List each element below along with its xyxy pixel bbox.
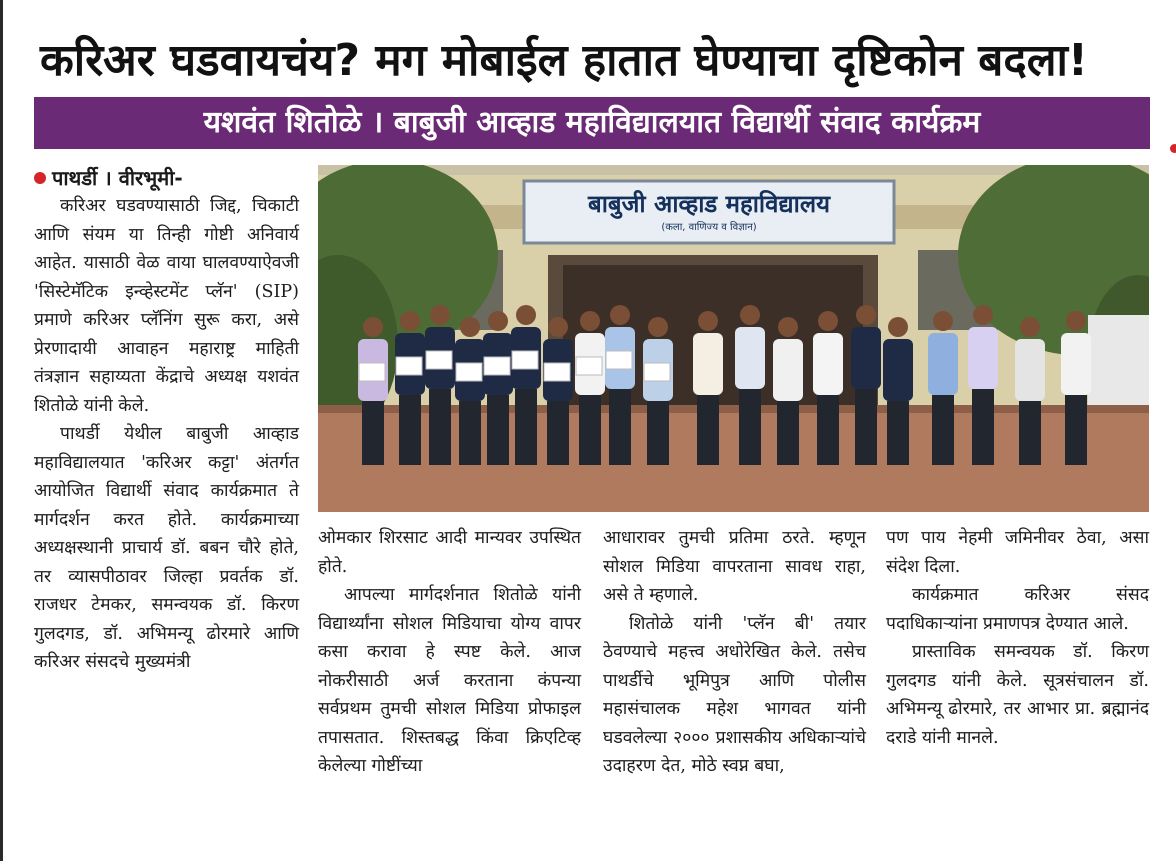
- headline: करिअर घडवायचंय? मग मोबाईल हातात घेण्याचा दृष्टिकोन बदला!: [40, 35, 1088, 86]
- person-legs: [777, 401, 799, 465]
- article-column-3: [603, 524, 866, 781]
- paragraph: प्रास्ताविक समन्वयक डॉ. किरण गुलदगड यांनी केले. सूत्रसंचालन डॉ. अभिमन्यू ढोरमारे, तर आभार प्रा. ब्रह्मानंद दराडे यांनी मानले.: [886, 642, 1149, 748]
- person-legs: [429, 389, 451, 465]
- person-head: [1066, 311, 1086, 331]
- article-column-4: [886, 524, 1149, 752]
- person-legs: [1065, 395, 1087, 465]
- person-head: [856, 305, 876, 325]
- paragraph: आधारावर तुमची प्रतिमा ठरते. म्हणून सोशल मिडिया वापरताना सावध राहा, असे ते म्हणाले.: [603, 528, 866, 605]
- page-left-border: [0, 0, 3, 861]
- person-torso: [1015, 339, 1045, 401]
- certificate: [512, 351, 538, 369]
- paragraph: शितोळे यांनी 'प्लॅन बी' तयार ठेवण्याचे महत्त्व अधोरेखित केले. तसेच पाथर्डीचे भूमिपुत्र आणि पोलीस महासंचालक महेश भागवत यांनी घडवलेल्या २००० प्रशासकीय अधिकाऱ्यांचे उदाहरण देत, मोठे स्वप्न बघा,: [603, 613, 866, 776]
- person-torso: [928, 333, 958, 395]
- certificate: [544, 363, 570, 381]
- person-head: [516, 305, 536, 325]
- person-head: [363, 317, 383, 337]
- subheadline-banner: यशवंत शितोळे । बाबुजी आव्हाड महाविद्यालयात विद्यार्थी संवाद कार्यक्रम: [34, 97, 1150, 149]
- person-torso: [883, 339, 913, 401]
- paragraph: ओमकार शिरसाट आदी मान्यवर उपस्थित होते.: [318, 528, 581, 577]
- certificate: [576, 357, 602, 375]
- person-legs: [972, 389, 994, 465]
- event-photo: [318, 165, 1149, 512]
- paragraph: करिअर घडवण्यासाठी जिद्द, चिकाटी आणि संयम या तिन्ही गोष्टी अनिवार्य आहेत. यासाठी वेळ वाया घालवण्याऐवजी 'सिस्टेमॅटिक इन्व्हेस्टमेंट प्लॅन' (SIP) प्रमाणे करिअर प्लॅनिंग सुरू करा, असे प्रेरणादायी आवाहन महाराष्ट्र माहिती तंत्रज्ञान सहाय्यता केंद्राचे अध्यक्ष यशवंत शितोळे यांनी केले.: [34, 196, 299, 416]
- person-legs: [887, 401, 909, 465]
- certificate: [396, 357, 422, 375]
- certificate: [426, 351, 452, 369]
- person-head: [698, 311, 718, 331]
- person-torso: [968, 327, 998, 389]
- person-head: [548, 317, 568, 337]
- person-legs: [609, 389, 631, 465]
- person-head: [610, 305, 630, 325]
- sign-subtitle: (कला, वाणिज्य व विज्ञान): [661, 222, 757, 233]
- person-legs: [399, 395, 421, 465]
- paragraph: कार्यक्रमात करिअर संसद पदाधिकाऱ्यांना प्रमाणपत्र देण्यात आले.: [886, 585, 1149, 634]
- person-head: [778, 317, 798, 337]
- certificate: [359, 363, 385, 381]
- person-head: [430, 305, 450, 325]
- dateline: [34, 163, 314, 193]
- person-legs: [547, 401, 569, 465]
- certificate: [456, 363, 482, 381]
- person-head: [580, 311, 600, 331]
- person-head: [888, 317, 908, 337]
- person-legs: [459, 401, 481, 465]
- certificate: [606, 351, 632, 369]
- person-torso: [851, 327, 881, 389]
- person-torso: [773, 339, 803, 401]
- paragraph: आपल्या मार्गदर्शनात शितोळे यांनी विद्यार्थ्यांना सोशल मिडियाचा योग्य वापर कसा करावा हे स्पष्ट केले. आज नोकरीसाठी अर्ज करताना कंपन्या सर्वप्रथम तुमची सोशल मिडिया प्रोफाइल तपासतात. शिस्तबद्ध किंवा क्रिएटिव्ह केलेल्या गोष्टींच्या: [318, 585, 581, 776]
- person-legs: [855, 389, 877, 465]
- paragraph: पाथर्डी येथील बाबुजी आव्हाड महाविद्यालयात 'करिअर कट्टा' अंतर्गत आयोजित विद्यार्थी संवाद कार्यक्रमात ते मार्गदर्शन करत होते. कार्यक्रमाच्या अध्यक्षस्थानी प्राचार्य डॉ. बबन चौरे होते, तर व्यासपीठावर जिल्हा प्रवर्तक डॉ. राजधर टेमकर, समन्वयक डॉ. किरण गुलदगड, डॉ. अभिमन्यू ढोरमारे आणि करिअर संसदचे मुख्यमंत्री: [34, 424, 299, 672]
- red-bullet-icon: [34, 172, 46, 184]
- person-head: [973, 305, 993, 325]
- person-legs: [817, 395, 839, 465]
- person-head: [488, 311, 508, 331]
- article-column-1: [34, 192, 299, 677]
- person-legs: [515, 389, 537, 465]
- red-bullet-icon: [1170, 144, 1176, 153]
- person-head: [648, 317, 668, 337]
- person-head: [400, 311, 420, 331]
- certificate: [484, 357, 510, 375]
- person-torso: [693, 333, 723, 395]
- person-head: [818, 311, 838, 331]
- adjacent-column-edge: [1158, 140, 1176, 840]
- paragraph: पण पाय नेहमी जमिनीवर ठेवा, असा संदेश दिला.: [886, 528, 1149, 577]
- person-legs: [697, 395, 719, 465]
- person-legs: [1019, 401, 1041, 465]
- person-torso: [735, 327, 765, 389]
- person-legs: [579, 395, 601, 465]
- person-legs: [739, 389, 761, 465]
- person-torso: [813, 333, 843, 395]
- article-column-2: [318, 524, 581, 781]
- person-torso: [1061, 333, 1091, 395]
- person-head: [1020, 317, 1040, 337]
- person-legs: [487, 395, 509, 465]
- certificate: [644, 363, 670, 381]
- person-legs: [362, 401, 384, 465]
- person-head: [460, 317, 480, 337]
- person-legs: [647, 401, 669, 465]
- dateline-text: पाथर्डी । वीरभूमी-: [52, 166, 183, 190]
- person-head: [933, 311, 953, 331]
- sign-title: बाबुजी आव्हाड महाविद्यालय: [587, 190, 831, 218]
- person-head: [740, 305, 760, 325]
- person-legs: [932, 395, 954, 465]
